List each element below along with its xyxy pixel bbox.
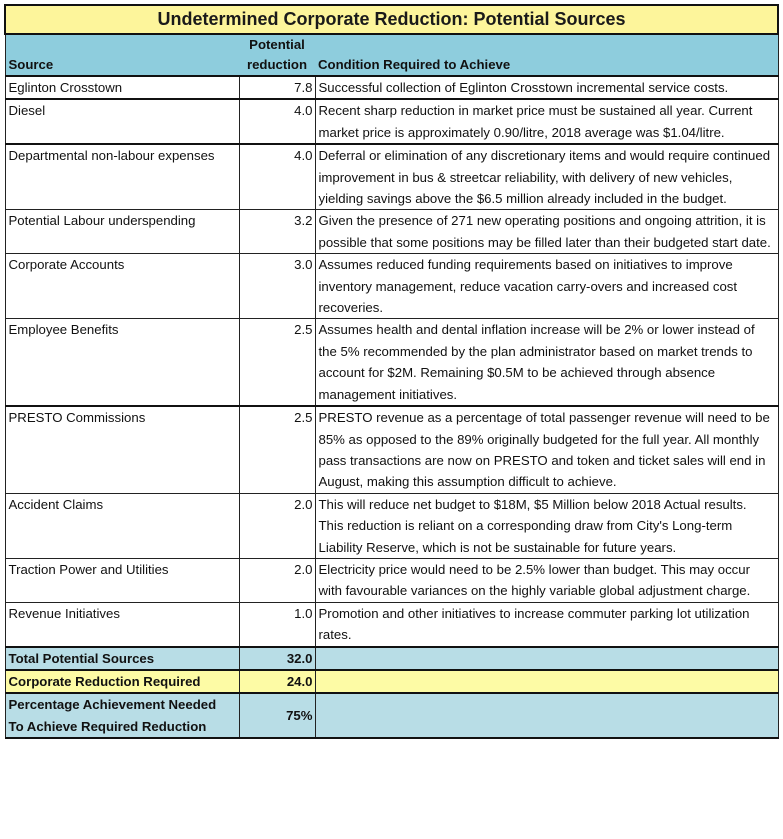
- condition-cell: PRESTO revenue as a percentage of total passenger revenue will need to be 85% as opposed to the 89% originally budgeted for the full year. All monthly pass transactions are now on PRESTO and token and ticket sales will end in August, making this assumption difficult to achieve.: [315, 406, 778, 493]
- table-row: [5, 493, 778, 558]
- reduction-cell: 1.0: [239, 602, 315, 646]
- total-label: Total Potential Sources: [5, 647, 239, 670]
- source-cell: Departmental non-labour expenses: [5, 144, 239, 210]
- required-empty-cell: [315, 670, 778, 693]
- title-row: [5, 5, 778, 34]
- reduction-cell: 3.2: [239, 210, 315, 254]
- source-cell: Eglinton Crosstown: [5, 76, 239, 99]
- percentage-label: [5, 693, 239, 738]
- percentage-row: [5, 693, 778, 738]
- header-source: Source: [5, 34, 239, 76]
- source-cell: Diesel: [5, 99, 239, 144]
- condition-cell: Assumes reduced funding requirements based on initiatives to improve inventory management, reduce vacation carry-overs and increased cost recoveries.: [315, 254, 778, 319]
- header-reduction-line2: reduction: [246, 57, 308, 72]
- table-row: [5, 558, 778, 602]
- condition-cell: Given the presence of 271 new operating positions and ongoing attrition, it is possible that some positions may be filled later than their budgeted start date.: [315, 210, 778, 254]
- total-empty-cell: [315, 647, 778, 670]
- header-condition: Condition Required to Achieve: [315, 34, 778, 76]
- condition-cell: Recent sharp reduction in market price must be sustained all year. Current market price is approximately 0.90/litre, 2018 average was $1.04/litre.: [315, 99, 778, 144]
- table-row: [5, 144, 778, 210]
- reduction-cell: 4.0: [239, 144, 315, 210]
- percentage-value: 75%: [239, 693, 315, 738]
- percentage-empty-cell: [315, 693, 778, 738]
- reduction-cell: 2.0: [239, 558, 315, 602]
- table-title: Undetermined Corporate Reduction: Potential Sources: [5, 5, 778, 34]
- reduction-cell: 2.5: [239, 319, 315, 406]
- header-reduction-line1: Potential: [249, 37, 305, 52]
- table-row: [5, 254, 778, 319]
- table-row: [5, 319, 778, 406]
- source-cell: Corporate Accounts: [5, 254, 239, 319]
- percentage-label-line1: Percentage Achievement Needed: [8, 697, 217, 713]
- condition-cell: Assumes health and dental inflation increase will be 2% or lower instead of the 5% recommended by the plan administrator based on market trends to account for $2M. Remaining $0.5M to be achieved through absence management initiatives.: [315, 319, 778, 406]
- source-cell: Traction Power and Utilities: [5, 558, 239, 602]
- percentage-label-line2: To Achieve Required Reduction: [8, 718, 207, 734]
- table-row: [5, 602, 778, 646]
- reduction-sources-sheet: [4, 4, 777, 739]
- total-value: 32.0: [239, 647, 315, 670]
- source-cell: PRESTO Commissions: [5, 406, 239, 493]
- total-row: [5, 647, 778, 670]
- table-row: [5, 76, 778, 99]
- required-label: Corporate Reduction Required: [5, 670, 239, 693]
- required-value: 24.0: [239, 670, 315, 693]
- condition-cell: Deferral or elimination of any discretionary items and would require continued improvement in bus & streetcar reliability, with delivery of new vehicles, yielding savings above the $6.5 million already included in the budget.: [315, 144, 778, 210]
- condition-cell: Successful collection of Eglinton Crosstown incremental service costs.: [315, 76, 778, 99]
- header-row: [5, 34, 778, 76]
- condition-cell: Promotion and other initiatives to increase commuter parking lot utilization rates.: [315, 602, 778, 646]
- reduction-sources-table: [4, 4, 779, 739]
- reduction-cell: 4.0: [239, 99, 315, 144]
- table-row: [5, 99, 778, 144]
- reduction-cell: 2.0: [239, 493, 315, 558]
- reduction-cell: 3.0: [239, 254, 315, 319]
- condition-cell: This will reduce net budget to $18M, $5 Million below 2018 Actual results. This reduction is reliant on a corresponding draw from City's Long-term Liability Reserve, which is not be sustainable for future years.: [315, 493, 778, 558]
- required-row: [5, 670, 778, 693]
- header-reduction: [239, 34, 315, 76]
- source-cell: Potential Labour underspending: [5, 210, 239, 254]
- reduction-cell: 7.8: [239, 76, 315, 99]
- reduction-cell: 2.5: [239, 406, 315, 493]
- condition-cell: Electricity price would need to be 2.5% lower than budget. This may occur with favourable variances on the highly variable global adjustment charge.: [315, 558, 778, 602]
- source-cell: Employee Benefits: [5, 319, 239, 406]
- table-row: [5, 406, 778, 493]
- source-cell: Accident Claims: [5, 493, 239, 558]
- table-row: [5, 210, 778, 254]
- source-cell: Revenue Initiatives: [5, 602, 239, 646]
